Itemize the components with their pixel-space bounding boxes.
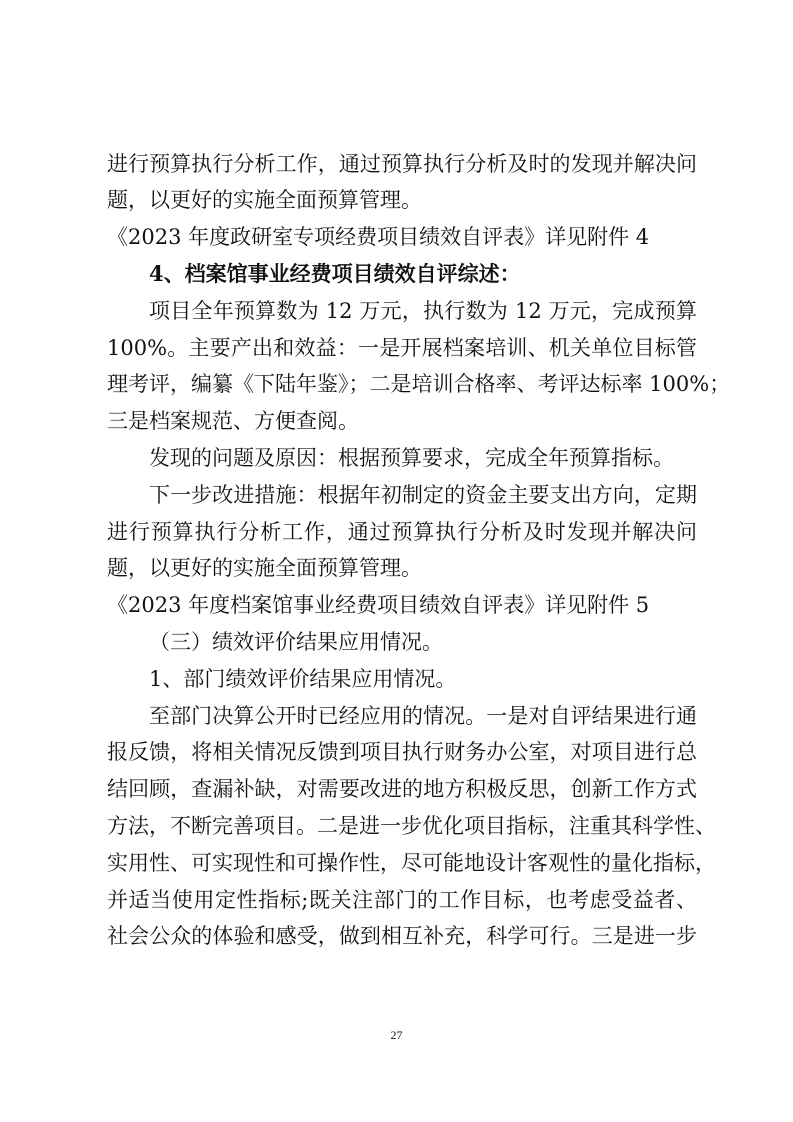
text-line: 方法，不断完善项目。二是进一步优化项目指标，注重其科学性、 — [107, 814, 716, 838]
section-heading: 4、档案馆事业经费项目绩效自评综述： — [149, 261, 521, 286]
text-line: 进行预算执行分析工作，通过预算执行分析及时发现并解决问 — [107, 520, 697, 544]
text-line: 实用性、可实现性和可操作性，尽可能地设计客观性的量化指标， — [107, 851, 716, 875]
text-line: 结回顾，查漏补缺，对需要改进的地方积极反思，创新工作方式 — [107, 777, 697, 801]
attachment-reference: 《2023 年度档案馆事业经费项目绩效自评表》详见附件 5 — [107, 593, 650, 617]
subsection-heading: 1、部门绩效评价结果应用情况。 — [149, 667, 457, 691]
text-line: 理考评，编纂《下陆年鉴》；二是培训合格率、考评达标率 100%； — [107, 372, 731, 396]
text-line: 三是档案规范、方便查阅。 — [107, 409, 359, 433]
attachment-reference: 《2023 年度政研室专项经费项目绩效自评表》详见附件 4 — [107, 225, 650, 249]
text-line: 题，以更好的实施全面预算管理。 — [107, 188, 422, 212]
text-line: 并适当使用定性指标;既关注部门的工作目标，也考虑受益者、 — [107, 888, 697, 912]
text-line: 发现的问题及原因：根据预算要求，完成全年预算指标。 — [149, 446, 674, 470]
text-line: 项目全年预算数为 12 万元，执行数为 12 万元，完成预算 — [149, 299, 697, 323]
text-line: 下一步改进措施：根据年初制定的资金主要支出方向，定期 — [149, 483, 697, 507]
text-line: 100%。主要产出和效益：一是开展档案培训、机关单位目标管 — [107, 336, 697, 360]
text-line: 题，以更好的实施全面预算管理。 — [107, 556, 422, 580]
text-line: 至部门决算公开时已经应用的情况。一是对自评结果进行通 — [149, 704, 697, 728]
text-line: 社会公众的体验和感受，做到相互补充，科学可行。三是进一步 — [107, 924, 697, 948]
text-line: 进行预算执行分析工作，通过预算执行分析及时的发现并解决问 — [107, 152, 697, 176]
subsection-heading: （三）绩效评价结果应用情况。 — [149, 630, 443, 654]
text-line: 报反馈，将相关情况反馈到项目执行财务办公室，对项目进行总 — [107, 740, 697, 764]
page-number: 27 — [390, 1028, 403, 1042]
